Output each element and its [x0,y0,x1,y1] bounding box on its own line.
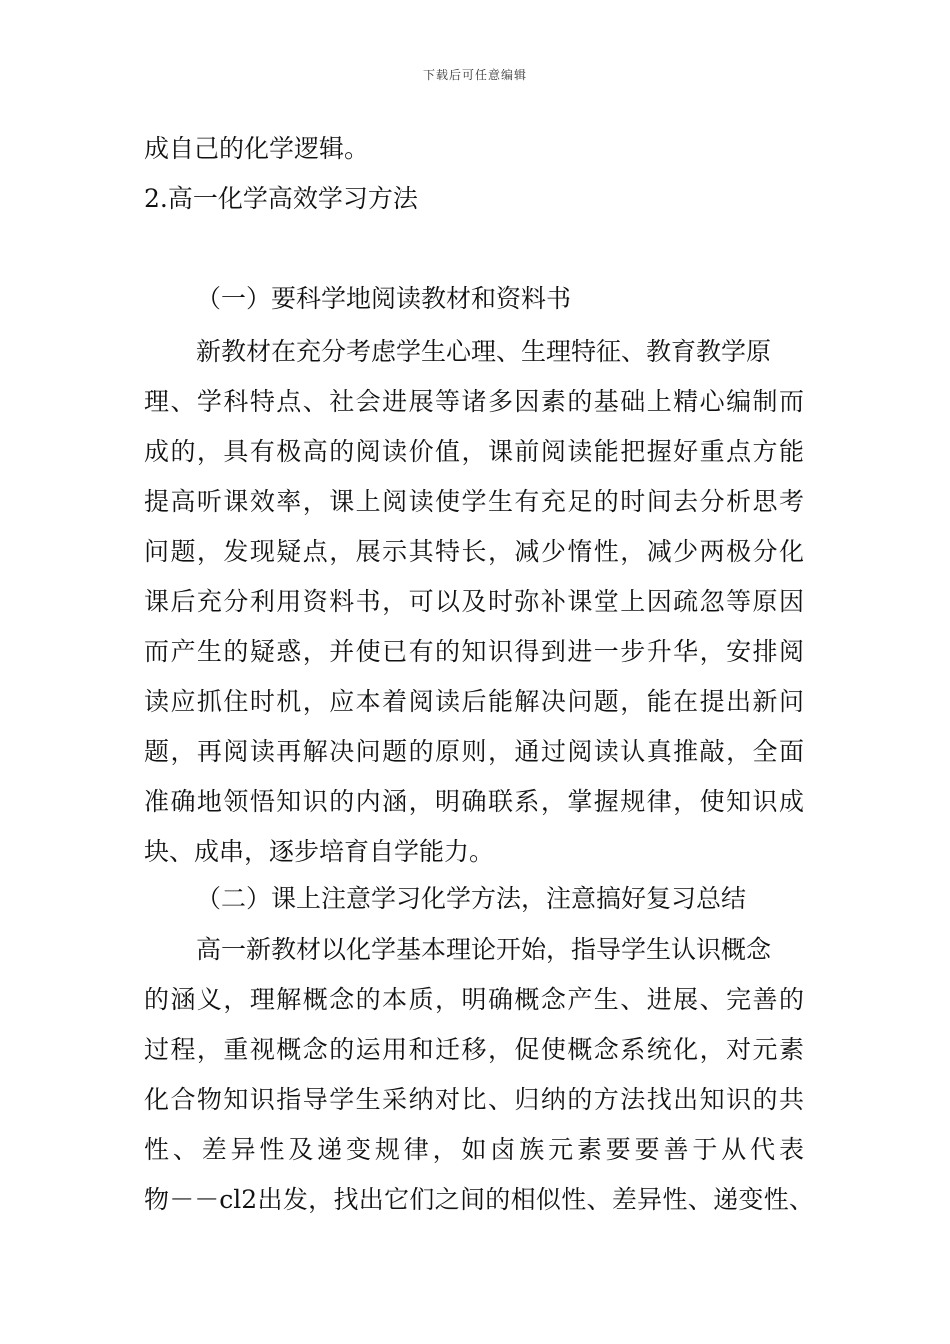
page-header: 下载后可任意编辑 [422,68,527,82]
text-line: 成自己的化学逻辑。 [144,134,370,163]
paragraph-line: 块、成串，逐步培育自学能力。 [144,837,495,866]
section-heading: 2.高一化学高效学习方法 [144,184,418,213]
paragraph-line: 课后充分利用资料书，可以及时弥补课堂上因疏忽等原因 [144,587,804,616]
paragraph-line: 性、差异性及递变规律，如卤族元素要要善于从代表 [144,1135,804,1164]
paragraph-line: 读应抓住时机，应本着阅读后能解决问题，能在提出新问 [144,687,804,716]
paragraph-line: 成的，具有极高的阅读价值，课前阅读能把握好重点方能 [144,437,804,466]
subsection-heading-2: （二）课上注意学习化学方法，注意搞好复习总结 [196,884,747,913]
paragraph-line: 问题，发现疑点，展示其特长，减少惰性，减少两极分化 [144,537,804,566]
paragraph-line: 提高听课效率，课上阅读使学生有充足的时间去分析思考 [144,487,804,516]
subsection-heading-1: （一）要科学地阅读教材和资料书 [196,284,572,313]
paragraph-line: 新教材在充分考虑学生心理、生理特征、教育教学原 [196,337,772,366]
paragraph-line: 高一新教材以化学基本理论开始，指导学生认识概念 [196,935,772,964]
paragraph-line: 题，再阅读再解决问题的原则，通过阅读认真推敲，全面 [144,737,804,766]
paragraph-line: 化合物知识指导学生采纳对比、归纳的方法找出知识的共 [144,1085,804,1114]
paragraph-line: 的涵义，理解概念的本质，明确概念产生、进展、完善的 [144,985,804,1014]
paragraph-line: 过程，重视概念的运用和迁移，促使概念系统化，对元素 [144,1035,804,1064]
paragraph-line: 物－－cl2出发，找出它们之间的相似性、差异性、递变性、 [144,1185,814,1214]
paragraph-line: 准确地领悟知识的内涵，明确联系，掌握规律，使知识成 [144,787,804,816]
paragraph-line: 理、学科特点、社会进展等诸多因素的基础上精心编制而 [144,387,804,416]
paragraph-line: 而产生的疑惑，并使已有的知识得到进一步升华，安排阅 [144,637,804,666]
